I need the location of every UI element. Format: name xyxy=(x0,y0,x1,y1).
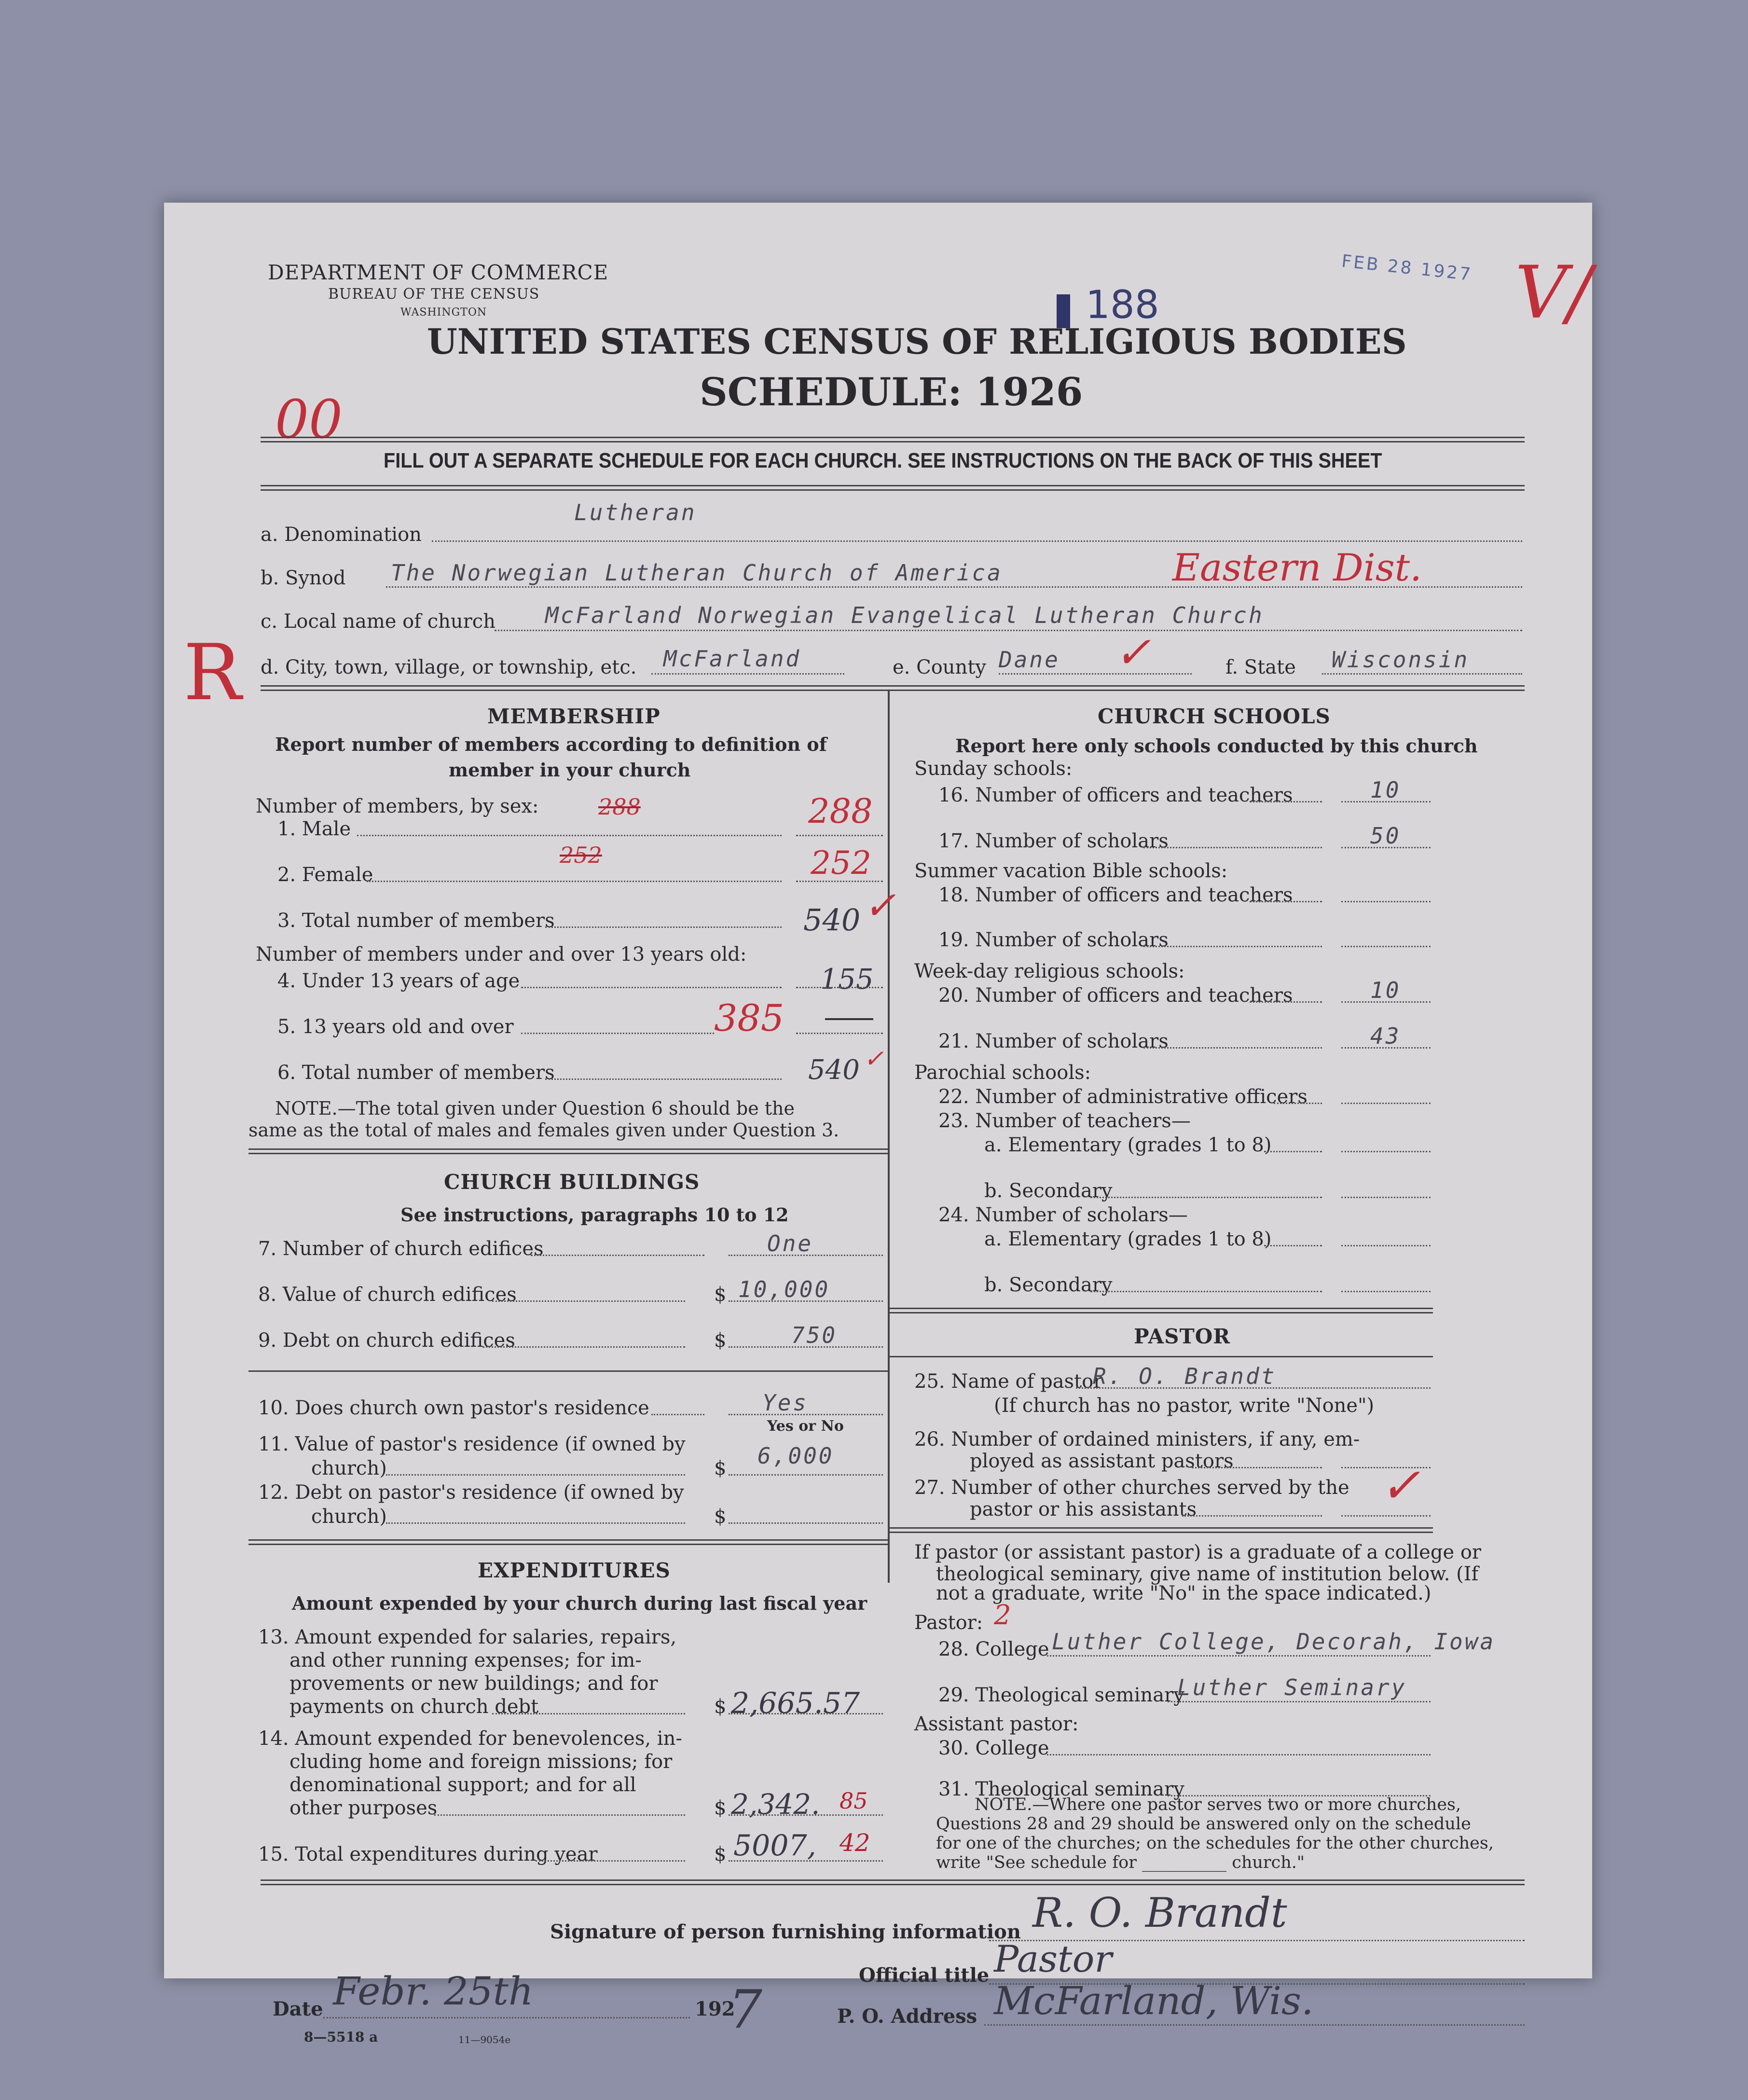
under-13-value: 155 xyxy=(820,963,874,995)
other-churches-check: ✓ xyxy=(1380,1457,1420,1514)
under-13-label: 4. Under 13 years of age xyxy=(277,970,520,992)
pastor-red-mark: 2 xyxy=(994,1600,1011,1631)
assistant-ministers-label-1: 26. Number of ordained ministers, if any, em- xyxy=(914,1428,1360,1451)
yes-no-hint: Yes or No xyxy=(767,1418,844,1435)
total-members-value: 540 xyxy=(803,902,861,938)
summer-officers-label: 18. Number of officers and teachers xyxy=(938,884,1293,906)
teachers-elementary-label: a. Elementary (grades 1 to 8) xyxy=(984,1134,1272,1156)
over-13-label: 5. 13 years old and over xyxy=(277,1016,514,1038)
by-age-label: Number of members under and over 13 years old: xyxy=(256,943,747,966)
edifice-debt-label: 9. Debt on church edifices xyxy=(258,1329,515,1352)
scholars-secondary-label: b. Secondary xyxy=(984,1274,1113,1296)
pastor-name-note: (If church has no pastor, write "None") xyxy=(994,1395,1375,1417)
synod-value: The Norwegian Lutheran Church of America xyxy=(391,560,1003,586)
residence-value-label-1: 11. Value of pastor's residence (if owned by xyxy=(258,1433,686,1455)
pastor-note-2: Questions 28 and 29 should be answered only on the schedule xyxy=(936,1814,1471,1834)
membership-title: MEMBERSHIP xyxy=(487,705,661,728)
edifices-label: 7. Number of church edifices xyxy=(258,1238,544,1260)
buildings-title: CHURCH BUILDINGS xyxy=(444,1170,700,1194)
census-schedule-sheet xyxy=(164,203,1592,2045)
edifice-debt-amount: 750 xyxy=(791,1322,838,1348)
church-name-label: c. Local name of church xyxy=(261,610,495,633)
assistant-ministers-label-2: ployed as assistant pastors xyxy=(970,1450,1234,1472)
sunday-scholars-label: 17. Number of scholars xyxy=(938,830,1169,852)
male-label: 1. Male xyxy=(277,818,351,840)
running-expenses-label-2: and other running expenses; for im- xyxy=(289,1649,642,1672)
scholars-elementary-label: a. Elementary (grades 1 to 8) xyxy=(984,1228,1272,1250)
instruction-line: FILL OUT A SEPARATE SCHEDULE FOR EACH CHURCH. SEE INSTRUCTIONS ON THE BACK OF THIS SHEET xyxy=(384,449,1382,472)
total-expenditures-amount: 5007, xyxy=(733,1829,816,1863)
denomination-label: a. Denomination xyxy=(261,524,422,546)
residence-value-dollar: $ xyxy=(714,1457,727,1479)
page-title: UNITED STATES CENSUS OF RELIGIOUS BODIES xyxy=(427,321,1407,362)
asst-college-label: 30. College xyxy=(938,1737,1049,1759)
red-check-mark: V/ xyxy=(1515,251,1592,335)
church-name-value: McFarland Norwegian Evangelical Lutheran Church xyxy=(545,602,1264,628)
date-label: Date xyxy=(273,1998,323,2020)
parochial-schools-label: Parochial schools: xyxy=(914,1062,1091,1084)
edifice-value-label: 8. Value of church edifices xyxy=(258,1284,517,1306)
state-value: Wisconsin xyxy=(1332,647,1470,673)
print-number: 11—9054e xyxy=(458,2034,511,2045)
edifice-value-dollar: $ xyxy=(714,1284,727,1306)
edifice-value-amount: 10,000 xyxy=(738,1276,830,1302)
benevolence-label-1: 14. Amount expended for benevolences, in- xyxy=(258,1727,682,1750)
total-expenditures-cents: 42 xyxy=(840,1829,870,1857)
city-value: McFarland xyxy=(663,646,801,672)
other-churches-label-1: 27. Number of other churches served by the xyxy=(914,1477,1349,1499)
denomination-value: Lutheran xyxy=(574,499,697,525)
total-expenditures-dollar: $ xyxy=(714,1843,727,1865)
state-label: f. State xyxy=(1225,656,1296,678)
expenditures-title: EXPENDITURES xyxy=(478,1559,671,1582)
female-label: 2. Female xyxy=(277,864,373,886)
graduate-note-2: theological seminary, give name of institution below. (If xyxy=(936,1563,1479,1585)
residence-debt-label-1: 12. Debt on pastor's residence (if owned by xyxy=(258,1481,684,1504)
female-old-value: 252 xyxy=(560,842,602,868)
running-expenses-label-1: 13. Amount expended for salaries, repairs, xyxy=(258,1626,677,1648)
signature-label: Signature of person furnishing information xyxy=(550,1920,1021,1943)
membership-note-2: same as the total of males and females given under Question 3. xyxy=(248,1119,840,1141)
pastor-note-1: NOTE.—Where one pastor serves two or more churches, xyxy=(975,1795,1461,1814)
benevolence-label-2: cluding home and foreign missions; for xyxy=(289,1751,673,1773)
edifices-value: One xyxy=(767,1230,813,1257)
synod-district-note: Eastern Dist. xyxy=(1172,546,1422,590)
official-title-value: Pastor xyxy=(994,1937,1112,1980)
form-number: 8—5518 a xyxy=(304,2029,378,2045)
summer-scholars-label: 19. Number of scholars xyxy=(938,929,1169,951)
fields-rule xyxy=(261,685,1525,691)
pastor-name-label: 25. Name of pastor xyxy=(914,1370,1103,1393)
schedule-number: 188 xyxy=(1086,282,1159,327)
other-churches-label-2: pastor or his assistants xyxy=(970,1498,1197,1520)
male-old-value: 288 xyxy=(598,794,641,820)
benevolence-label-4: other purposes xyxy=(289,1797,438,1819)
scholars-label: 24. Number of scholars— xyxy=(938,1204,1188,1226)
pastor-subhead: Pastor: xyxy=(914,1612,983,1634)
weekday-officers-value: 10 xyxy=(1370,977,1401,1003)
po-address-label: P. O. Address xyxy=(837,2005,977,2028)
seminary-value: Luther Seminary xyxy=(1177,1674,1407,1700)
male-value: 288 xyxy=(808,791,873,831)
page-subtitle: SCHEDULE: 1926 xyxy=(700,369,1083,414)
county-value: Dane xyxy=(999,647,1060,673)
received-date-stamp: FEB 28 1927 xyxy=(1340,251,1473,285)
membership-sub2: member in your church xyxy=(449,759,691,781)
running-expenses-amount: 2,665.57 xyxy=(731,1686,860,1720)
sunday-scholars-value: 50 xyxy=(1370,823,1401,849)
membership-note-1: NOTE.—The total given under Question 6 should be the xyxy=(275,1098,795,1119)
column-divider xyxy=(888,690,890,1583)
pastor-title: PASTOR xyxy=(1134,1325,1231,1348)
benevolence-dollar: $ xyxy=(714,1797,727,1819)
city-label: d. City, town, village, or township, etc. xyxy=(261,656,637,678)
weekday-scholars-label: 21. Number of scholars xyxy=(938,1030,1169,1052)
residence-value-amount: 6,000 xyxy=(757,1443,834,1469)
total-members-2-value: 540 xyxy=(808,1054,860,1086)
running-expenses-label-4: payments on church debt xyxy=(289,1696,539,1718)
teachers-secondary-label: b. Secondary xyxy=(984,1180,1113,1202)
year-value: 7 xyxy=(729,1978,762,2040)
residence-debt-dollar: $ xyxy=(714,1506,727,1528)
benevolence-cents: 85 xyxy=(840,1788,868,1814)
official-title-label: Official title xyxy=(859,1964,990,1987)
admin-officers-label: 22. Number of administrative officers xyxy=(938,1086,1308,1108)
total-expenditures-label: 15. Total expenditures during year xyxy=(258,1843,598,1865)
benevolence-label-3: denominational support; and for all xyxy=(289,1774,636,1796)
weekday-officers-label: 20. Number of officers and teachers xyxy=(938,984,1293,1007)
teachers-label: 23. Number of teachers— xyxy=(938,1110,1191,1132)
synod-label: b. Synod xyxy=(261,567,346,589)
college-label: 28. College xyxy=(938,1638,1049,1660)
year-prefix: 192 xyxy=(695,1998,735,2020)
county-check: ✓ xyxy=(1115,627,1151,678)
total-members-label: 3. Total number of members xyxy=(277,910,555,932)
running-expenses-dollar: $ xyxy=(714,1696,727,1718)
over-13-value: 385 xyxy=(714,996,785,1039)
running-expenses-label-3: provements or new buildings; and for xyxy=(289,1672,658,1695)
red-00-mark: 00 xyxy=(275,388,343,450)
pastor-note-3: for one of the churches; on the schedules for the other churches, xyxy=(936,1834,1494,1853)
total-members-2-label: 6. Total number of members xyxy=(277,1062,555,1084)
residence-owned-label: 10. Does church own pastor's residence xyxy=(258,1397,649,1419)
header-rule xyxy=(261,437,1525,442)
female-value: 252 xyxy=(811,844,871,882)
washington-heading: WASHINGTON xyxy=(400,306,487,318)
expenditures-sub: Amount expended by your church during last fiscal year xyxy=(292,1592,867,1614)
pastor-note-4: write "See schedule for __________ church." xyxy=(936,1853,1305,1872)
weekday-scholars-value: 43 xyxy=(1370,1023,1401,1049)
residence-value-label-2: church) xyxy=(311,1457,387,1479)
red-r-mark: R xyxy=(183,627,242,718)
signature-value: R. O. Brandt xyxy=(1032,1889,1287,1936)
by-sex-label: Number of members, by sex: xyxy=(256,795,539,817)
residence-owned-value: Yes xyxy=(762,1390,809,1416)
county-label: e. County xyxy=(893,656,986,678)
sunday-schools-label: Sunday schools: xyxy=(914,758,1073,780)
assistant-pastor-subhead: Assistant pastor: xyxy=(914,1713,1079,1735)
department-heading: DEPARTMENT OF COMMERCE xyxy=(268,261,609,284)
buildings-sub: See instructions, paragraphs 10 to 12 xyxy=(400,1204,789,1226)
bureau-heading: BUREAU OF THE CENSUS xyxy=(328,286,540,303)
summer-schools-label: Summer vacation Bible schools: xyxy=(914,860,1228,882)
schools-title: CHURCH SCHOOLS xyxy=(1098,705,1331,728)
asst-seminary-label: 31. Theological seminary xyxy=(938,1778,1184,1800)
weekday-schools-label: Week-day religious schools: xyxy=(914,960,1185,982)
instruction-rule xyxy=(261,485,1525,491)
total-2-check: ✓ xyxy=(864,1045,884,1073)
po-address-value: McFarland, Wis. xyxy=(994,1978,1314,2023)
pastor-name-value: R. O. Brandt xyxy=(1093,1363,1277,1389)
seminary-label: 29. Theological seminary xyxy=(938,1684,1184,1706)
sunday-officers-label: 16. Number of officers and teachers xyxy=(938,784,1293,806)
total-check: ✓ xyxy=(864,883,896,928)
schools-sub: Report here only schools conducted by this church xyxy=(955,735,1478,757)
college-value: Luther College, Decorah, Iowa xyxy=(1052,1629,1496,1655)
benevolence-amount: 2,342. xyxy=(731,1788,820,1821)
sunday-officers-value: 10 xyxy=(1370,777,1401,803)
date-value: Febr. 25th xyxy=(333,1969,534,2014)
residence-debt-label-2: church) xyxy=(311,1506,387,1528)
membership-sub1: Report number of members according to definition of xyxy=(275,733,827,755)
graduate-note-3: not a graduate, write "No" in the space indicated.) xyxy=(936,1582,1431,1604)
edifice-debt-dollar: $ xyxy=(714,1329,727,1352)
graduate-note-1: If pastor (or assistant pastor) is a graduate of a college or xyxy=(914,1541,1482,1563)
